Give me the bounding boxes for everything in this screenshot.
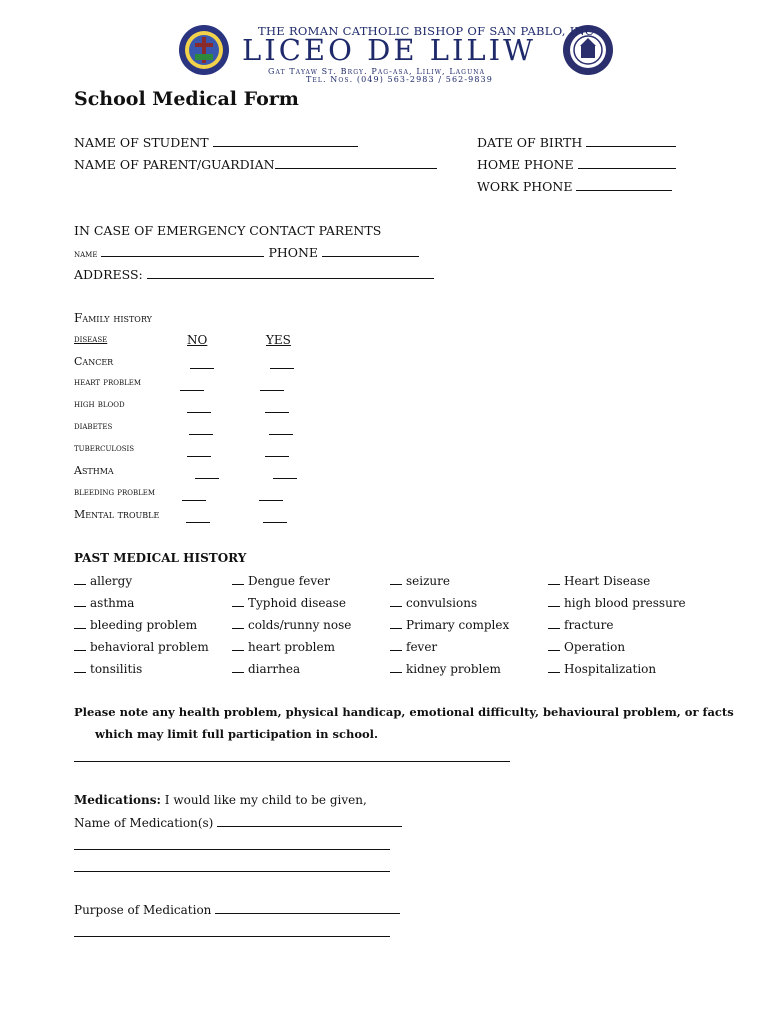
past-history-item-label: fracture: [564, 618, 614, 632]
dob-field[interactable]: [586, 135, 676, 147]
checkbox-blank[interactable]: [232, 640, 244, 651]
parent-name-row: [74, 157, 437, 172]
past-history-item-label: Typhoid disease: [248, 596, 346, 610]
past-history-item[interactable]: [232, 662, 300, 676]
past-history-item-label: tonsilitis: [90, 662, 143, 676]
past-history-item[interactable]: [548, 574, 650, 588]
past-history-item[interactable]: [390, 574, 450, 588]
emergency-phone-label: PHONE: [268, 245, 319, 260]
emergency-name-field[interactable]: [101, 245, 264, 257]
health-note-line1: Please note any health problem, physical handicap, emotional difficulty, behavioural problem, or facts: [74, 705, 734, 719]
past-history-item-label: Dengue fever: [248, 574, 330, 588]
checkbox-blank[interactable]: [548, 596, 560, 607]
past-history-item[interactable]: [232, 640, 335, 654]
checkbox-blank[interactable]: [548, 662, 560, 673]
medication-name-row: [74, 815, 402, 830]
emergency-address-label: ADDRESS:: [74, 267, 143, 282]
past-history-item[interactable]: [548, 618, 613, 632]
past-history-item[interactable]: [74, 640, 209, 654]
home-phone-label: HOME PHONE: [477, 157, 574, 172]
medication-purpose-label: Purpose of Medication: [74, 903, 212, 917]
family-disease-label: diabetes: [74, 421, 113, 432]
past-history-item-label: bleeding problem: [90, 618, 198, 632]
past-history-item-label: colds/runny nose: [248, 618, 352, 632]
family-disease-no-blank[interactable]: [187, 401, 211, 413]
checkbox-blank[interactable]: [548, 618, 560, 629]
family-history-yes-header: YES: [266, 333, 291, 347]
family-disease-no-blank[interactable]: [187, 445, 211, 457]
family-disease-no-blank[interactable]: [189, 423, 213, 435]
past-history-item[interactable]: [232, 574, 330, 588]
work-phone-row: [477, 179, 672, 194]
school-seal-left-icon: [178, 24, 230, 76]
past-history-item-label: kidney problem: [406, 662, 501, 676]
checkbox-blank[interactable]: [74, 574, 86, 585]
past-history-item[interactable]: [74, 662, 142, 676]
checkbox-blank[interactable]: [74, 618, 86, 629]
past-history-item[interactable]: [548, 640, 625, 654]
family-disease-no-blank[interactable]: [190, 357, 214, 369]
medications-row: [74, 793, 367, 807]
checkbox-blank[interactable]: [74, 596, 86, 607]
family-disease-yes-blank[interactable]: [273, 467, 297, 479]
medication-purpose-row: [74, 902, 400, 917]
emergency-heading: IN CASE OF EMERGENCY CONTACT PARENTS: [74, 223, 382, 238]
school-name: LICEO DE LILIW: [242, 33, 536, 67]
past-history-item-label: asthma: [90, 596, 135, 610]
medications-label: Medications:: [74, 793, 161, 807]
family-disease-no-blank[interactable]: [182, 489, 206, 501]
checkbox-blank[interactable]: [232, 618, 244, 629]
past-history-item-label: behavioral problem: [90, 640, 209, 654]
emergency-phone-field[interactable]: [322, 245, 419, 257]
past-history-item[interactable]: [74, 596, 134, 610]
checkbox-blank[interactable]: [232, 596, 244, 607]
medication-name-label: Name of Medication(s): [74, 816, 214, 830]
family-disease-yes-blank[interactable]: [265, 401, 289, 413]
dob-label: DATE OF BIRTH: [477, 135, 583, 150]
medications-text: I would like my child to be given,: [164, 793, 367, 807]
family-disease-yes-blank[interactable]: [259, 489, 283, 501]
family-disease-no-blank[interactable]: [180, 379, 204, 391]
organization-name: THE ROMAN CATHOLIC BISHOP OF SAN PABLO, INC: [258, 24, 595, 38]
past-history-item[interactable]: [232, 596, 346, 610]
student-name-label: NAME OF STUDENT: [74, 135, 209, 150]
medication-purpose-line-2[interactable]: [74, 936, 390, 937]
past-history-item[interactable]: [390, 618, 509, 632]
medication-name-line-2[interactable]: [74, 849, 390, 850]
family-disease-yes-blank[interactable]: [265, 445, 289, 457]
past-history-item-label: high blood pressure: [564, 596, 686, 610]
family-disease-label: Mental trouble: [74, 508, 160, 521]
past-history-item[interactable]: [548, 662, 656, 676]
parent-name-field[interactable]: [275, 157, 437, 169]
checkbox-blank[interactable]: [390, 662, 402, 673]
medication-purpose-field[interactable]: [215, 902, 400, 914]
health-note-line2: which may limit full participation in school.: [95, 727, 379, 741]
family-disease-yes-blank[interactable]: [263, 511, 287, 523]
emergency-name-label: name: [74, 249, 98, 260]
family-disease-label: Asthma: [74, 464, 114, 477]
past-history-item-label: Primary complex: [406, 618, 510, 632]
checkbox-blank[interactable]: [390, 574, 402, 585]
past-history-item-label: convulsions: [406, 596, 478, 610]
school-telephone: Tel. Nos. (049) 563-2983 / 562-9839: [306, 75, 493, 84]
dob-row: [477, 135, 676, 150]
checkbox-blank[interactable]: [74, 662, 86, 673]
family-disease-label: heart problem: [74, 377, 142, 388]
past-history-item-label: fever: [406, 640, 438, 654]
checkbox-blank[interactable]: [548, 640, 560, 651]
past-history-item-label: Heart Disease: [564, 574, 651, 588]
family-history-no-header: NO: [187, 333, 208, 347]
student-name-field[interactable]: [213, 135, 358, 147]
family-disease-no-blank[interactable]: [186, 511, 210, 523]
past-history-item-label: Operation: [564, 640, 626, 654]
emergency-name-row: [74, 245, 419, 260]
emergency-address-field[interactable]: [147, 267, 434, 279]
past-history-item-label: allergy: [90, 574, 133, 588]
past-history-item[interactable]: [74, 574, 132, 588]
medication-name-field[interactable]: [217, 815, 402, 827]
family-disease-no-blank[interactable]: [195, 467, 219, 479]
family-disease-label: tuberculosis: [74, 443, 135, 454]
checkbox-blank[interactable]: [232, 574, 244, 585]
past-history-item-label: Hospitalization: [564, 662, 657, 676]
medication-name-line-3[interactable]: [74, 871, 390, 872]
parent-name-label: NAME OF PARENT/GUARDIAN: [74, 157, 275, 172]
checkbox-blank[interactable]: [74, 640, 86, 651]
checkbox-blank[interactable]: [390, 640, 402, 651]
family-disease-label: Cancer: [74, 355, 114, 368]
family-disease-yes-blank[interactable]: [269, 423, 293, 435]
home-phone-field[interactable]: [578, 157, 676, 169]
student-name-row: [74, 135, 358, 150]
checkbox-blank[interactable]: [548, 574, 560, 585]
family-disease-label: bleeding problem: [74, 487, 156, 498]
past-history-item-label: heart problem: [248, 640, 335, 654]
past-history-item[interactable]: [232, 618, 351, 632]
checkbox-blank[interactable]: [232, 662, 244, 673]
family-history-disease-header: disease: [74, 334, 108, 345]
past-history-item-label: seizure: [406, 574, 450, 588]
past-history-item[interactable]: [74, 618, 197, 632]
past-history-item[interactable]: [390, 640, 437, 654]
health-note-answer-line[interactable]: [74, 761, 510, 762]
past-history-item[interactable]: [390, 596, 477, 610]
checkbox-blank[interactable]: [390, 596, 402, 607]
past-history-item[interactable]: [548, 596, 686, 610]
family-disease-label: high blood: [74, 399, 125, 410]
home-phone-row: [477, 157, 676, 172]
past-history-item-label: diarrhea: [248, 662, 301, 676]
family-disease-yes-blank[interactable]: [260, 379, 284, 391]
form-title: School Medical Form: [74, 88, 299, 110]
past-history-item[interactable]: [390, 662, 501, 676]
family-history-heading: Family history: [74, 311, 152, 325]
school-address: Gat Tayaw St. Brgy. Pag-asa, Liliw, Laguna: [268, 67, 486, 76]
work-phone-field[interactable]: [576, 179, 672, 191]
past-history-heading: PAST MEDICAL HISTORY: [74, 551, 247, 565]
checkbox-blank[interactable]: [390, 618, 402, 629]
family-disease-yes-blank[interactable]: [270, 357, 294, 369]
emergency-address-row: [74, 267, 434, 282]
work-phone-label: WORK PHONE: [477, 179, 573, 194]
